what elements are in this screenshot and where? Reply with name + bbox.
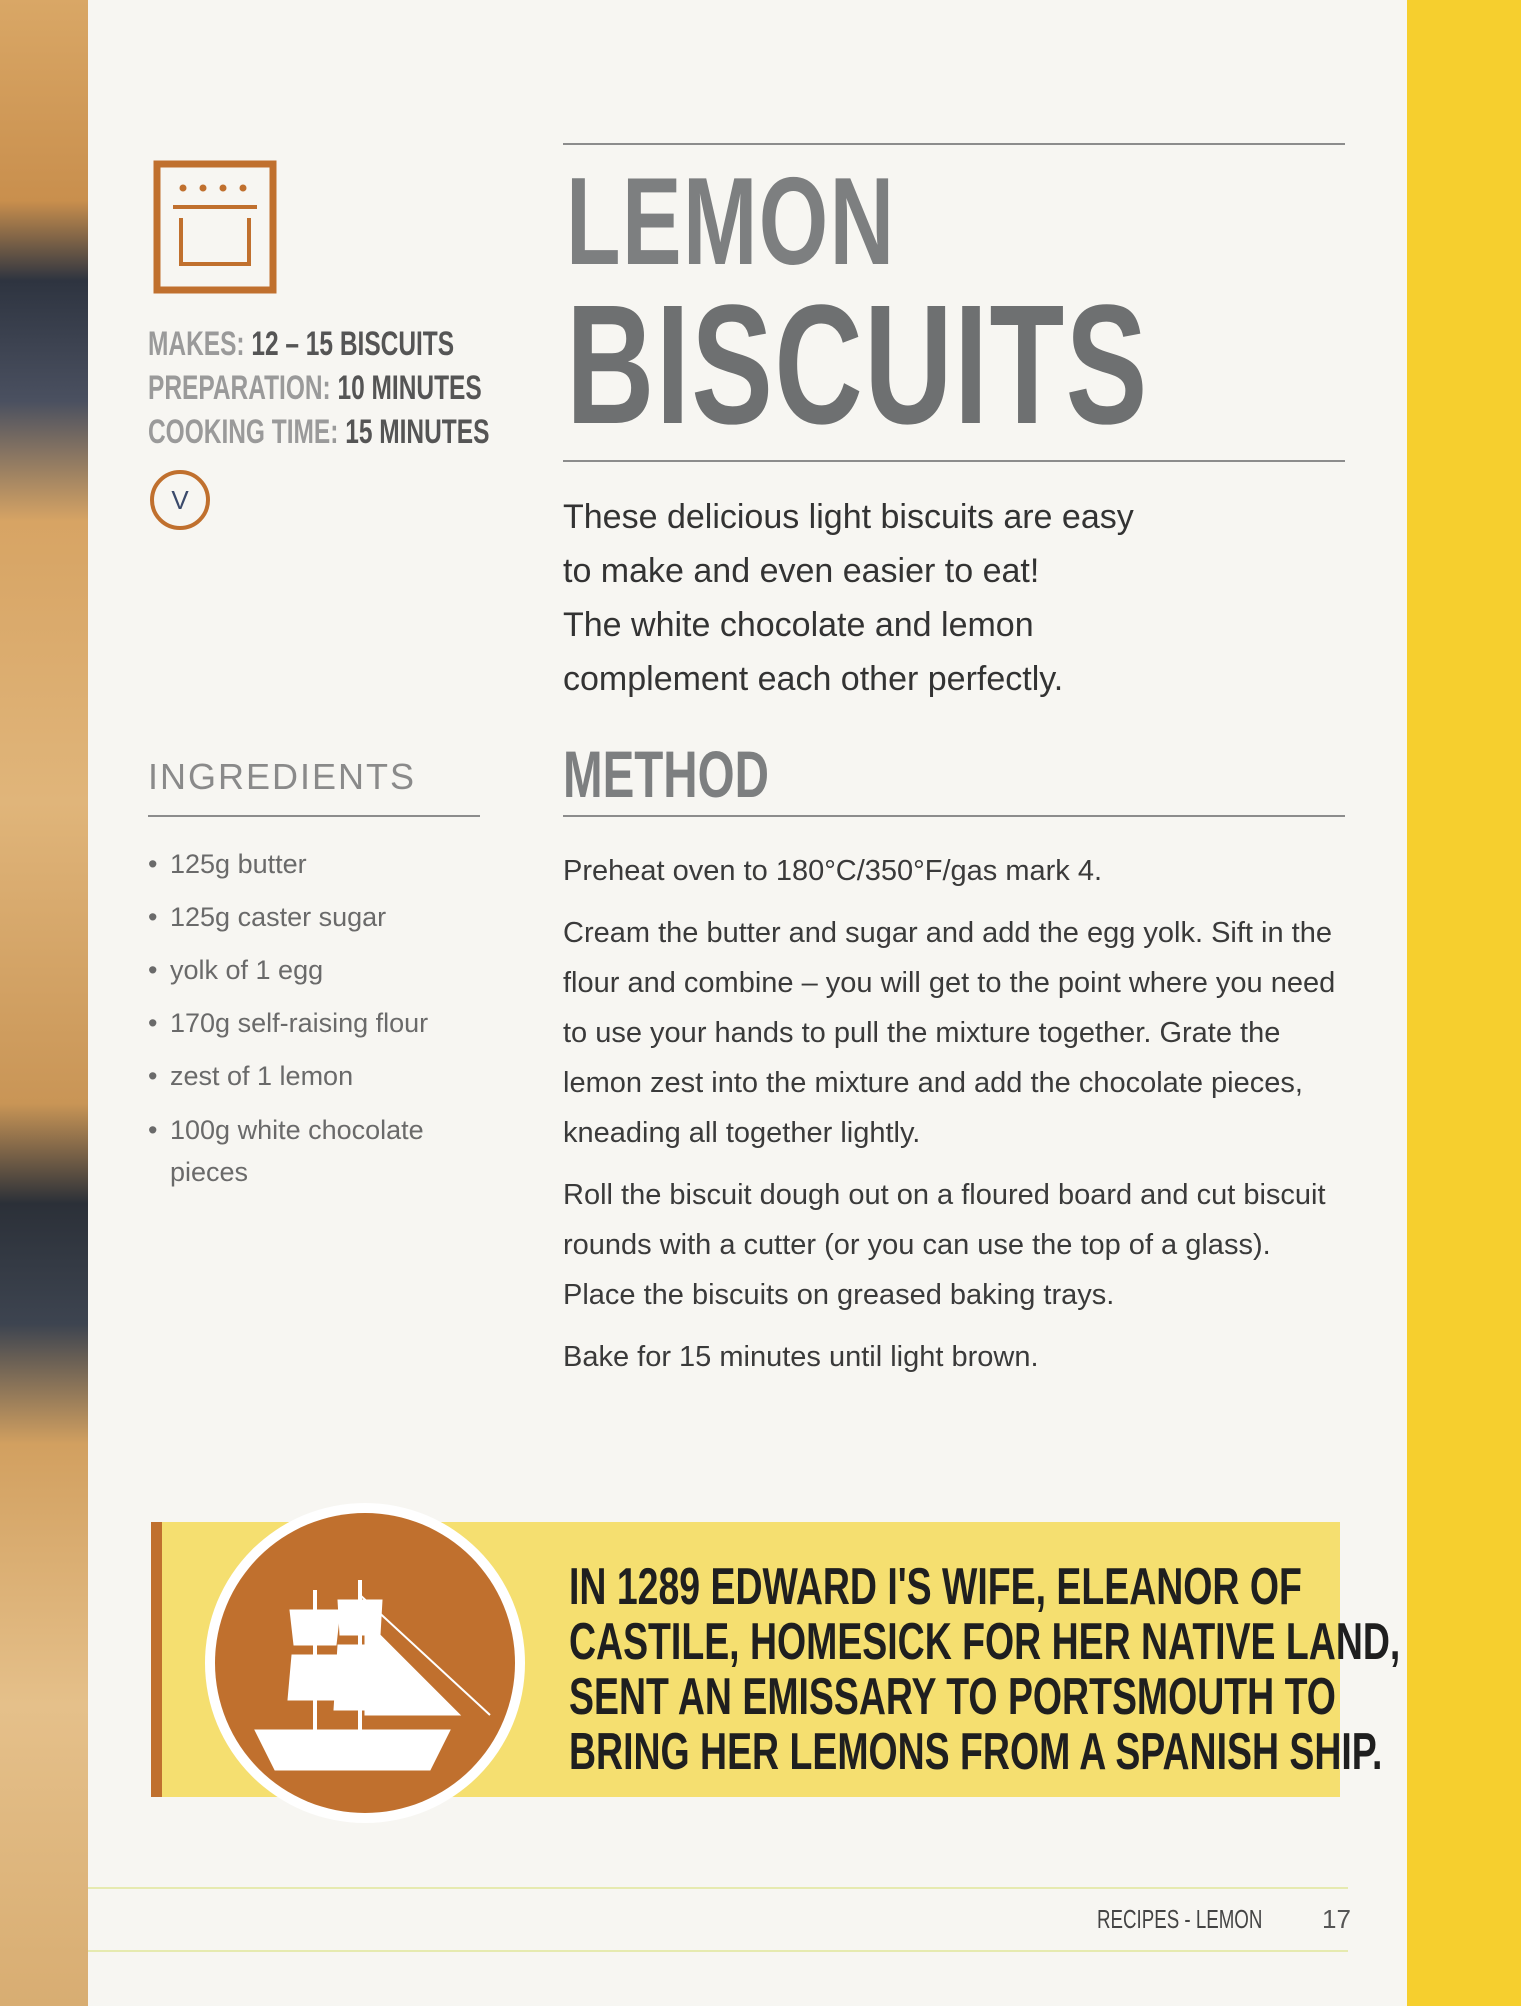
page-number: 17 <box>1322 1904 1351 1934</box>
fact-banner-accent <box>151 1522 162 1797</box>
ship-icon <box>200 1500 530 1830</box>
fact-text <box>569 1560 1521 1780</box>
intro-line: complement each other perfectly. <box>563 660 1064 698</box>
intro-text <box>563 490 1343 706</box>
method-step: Bake for 15 minutes until light brown. <box>563 1341 1039 1373</box>
ingredient-item: • 170g self-raising flour <box>148 997 488 1050</box>
ingredient-item: • yolk of 1 egg <box>148 944 488 997</box>
fact-line: CASTILE, HOMESICK FOR HER NATIVE LAND, <box>569 1613 1401 1671</box>
makes-label: MAKES: <box>148 325 245 363</box>
method-step: Cream the butter and sugar and add the egg yolk. Sift in the flour and combine – you will get to the point where you need to use your hands to pull the mixture together. Grate the lemon zest into the mixture and add the chocolate pieces, kneading all together lightly. <box>563 917 1336 1149</box>
prep-label: PREPARATION: <box>148 369 331 407</box>
prep-value: 10 MINUTES <box>337 369 482 407</box>
footer-section: RECIPES - LEMON <box>1097 1904 1263 1934</box>
intro-line: These delicious light biscuits are easy <box>563 498 1134 536</box>
cook-label: COOKING TIME: <box>148 413 339 451</box>
title-rule <box>563 460 1345 462</box>
method-step: Preheat oven to 180°C/350°F/gas mark 4. <box>563 855 1103 887</box>
title-line2: BISCUITS <box>566 270 1149 460</box>
ingredients-rule <box>148 815 480 817</box>
top-rule <box>563 143 1345 145</box>
fact-line: BRING HER LEMONS FROM A SPANISH SHIP. <box>569 1723 1383 1781</box>
method-steps <box>563 846 1343 1394</box>
ingredients-heading: INGREDIENTS <box>148 756 417 797</box>
title-line1: LEMON <box>566 153 896 291</box>
method-heading: METHOD <box>563 737 769 811</box>
intro-line: The white chocolate and lemon <box>563 606 1034 644</box>
recipe-meta <box>148 322 622 454</box>
ingredient-item: • 125g caster sugar <box>148 891 488 944</box>
method-step: Roll the biscuit dough out on a floured board and cut biscuit rounds with a cutter (or you can use the top of a glass). Place the biscuits on greased baking trays. <box>563 1179 1326 1311</box>
footer-rule-top <box>88 1887 1348 1889</box>
ingredient-item: • 100g white chocolate pieces <box>148 1103 488 1193</box>
fact-line: SENT AN EMISSARY TO PORTSMOUTH TO <box>569 1668 1336 1726</box>
method-rule <box>563 815 1345 817</box>
footer-rule-bottom <box>88 1950 1348 1952</box>
makes-value: 12 – 15 BISCUITS <box>251 325 455 363</box>
oven-icon <box>153 160 277 294</box>
intro-line: to make and even easier to eat! <box>563 552 1040 590</box>
vegetarian-badge: V <box>150 470 210 530</box>
biscuit-photo-strip <box>0 0 88 2006</box>
ingredients-list <box>148 838 488 1193</box>
ingredient-item: • zest of 1 lemon <box>148 1050 488 1103</box>
cook-value: 15 MINUTES <box>345 413 490 451</box>
fact-line: IN 1289 EDWARD I'S WIFE, ELEANOR OF <box>569 1558 1302 1616</box>
ingredient-item: • 125g butter <box>148 838 488 891</box>
